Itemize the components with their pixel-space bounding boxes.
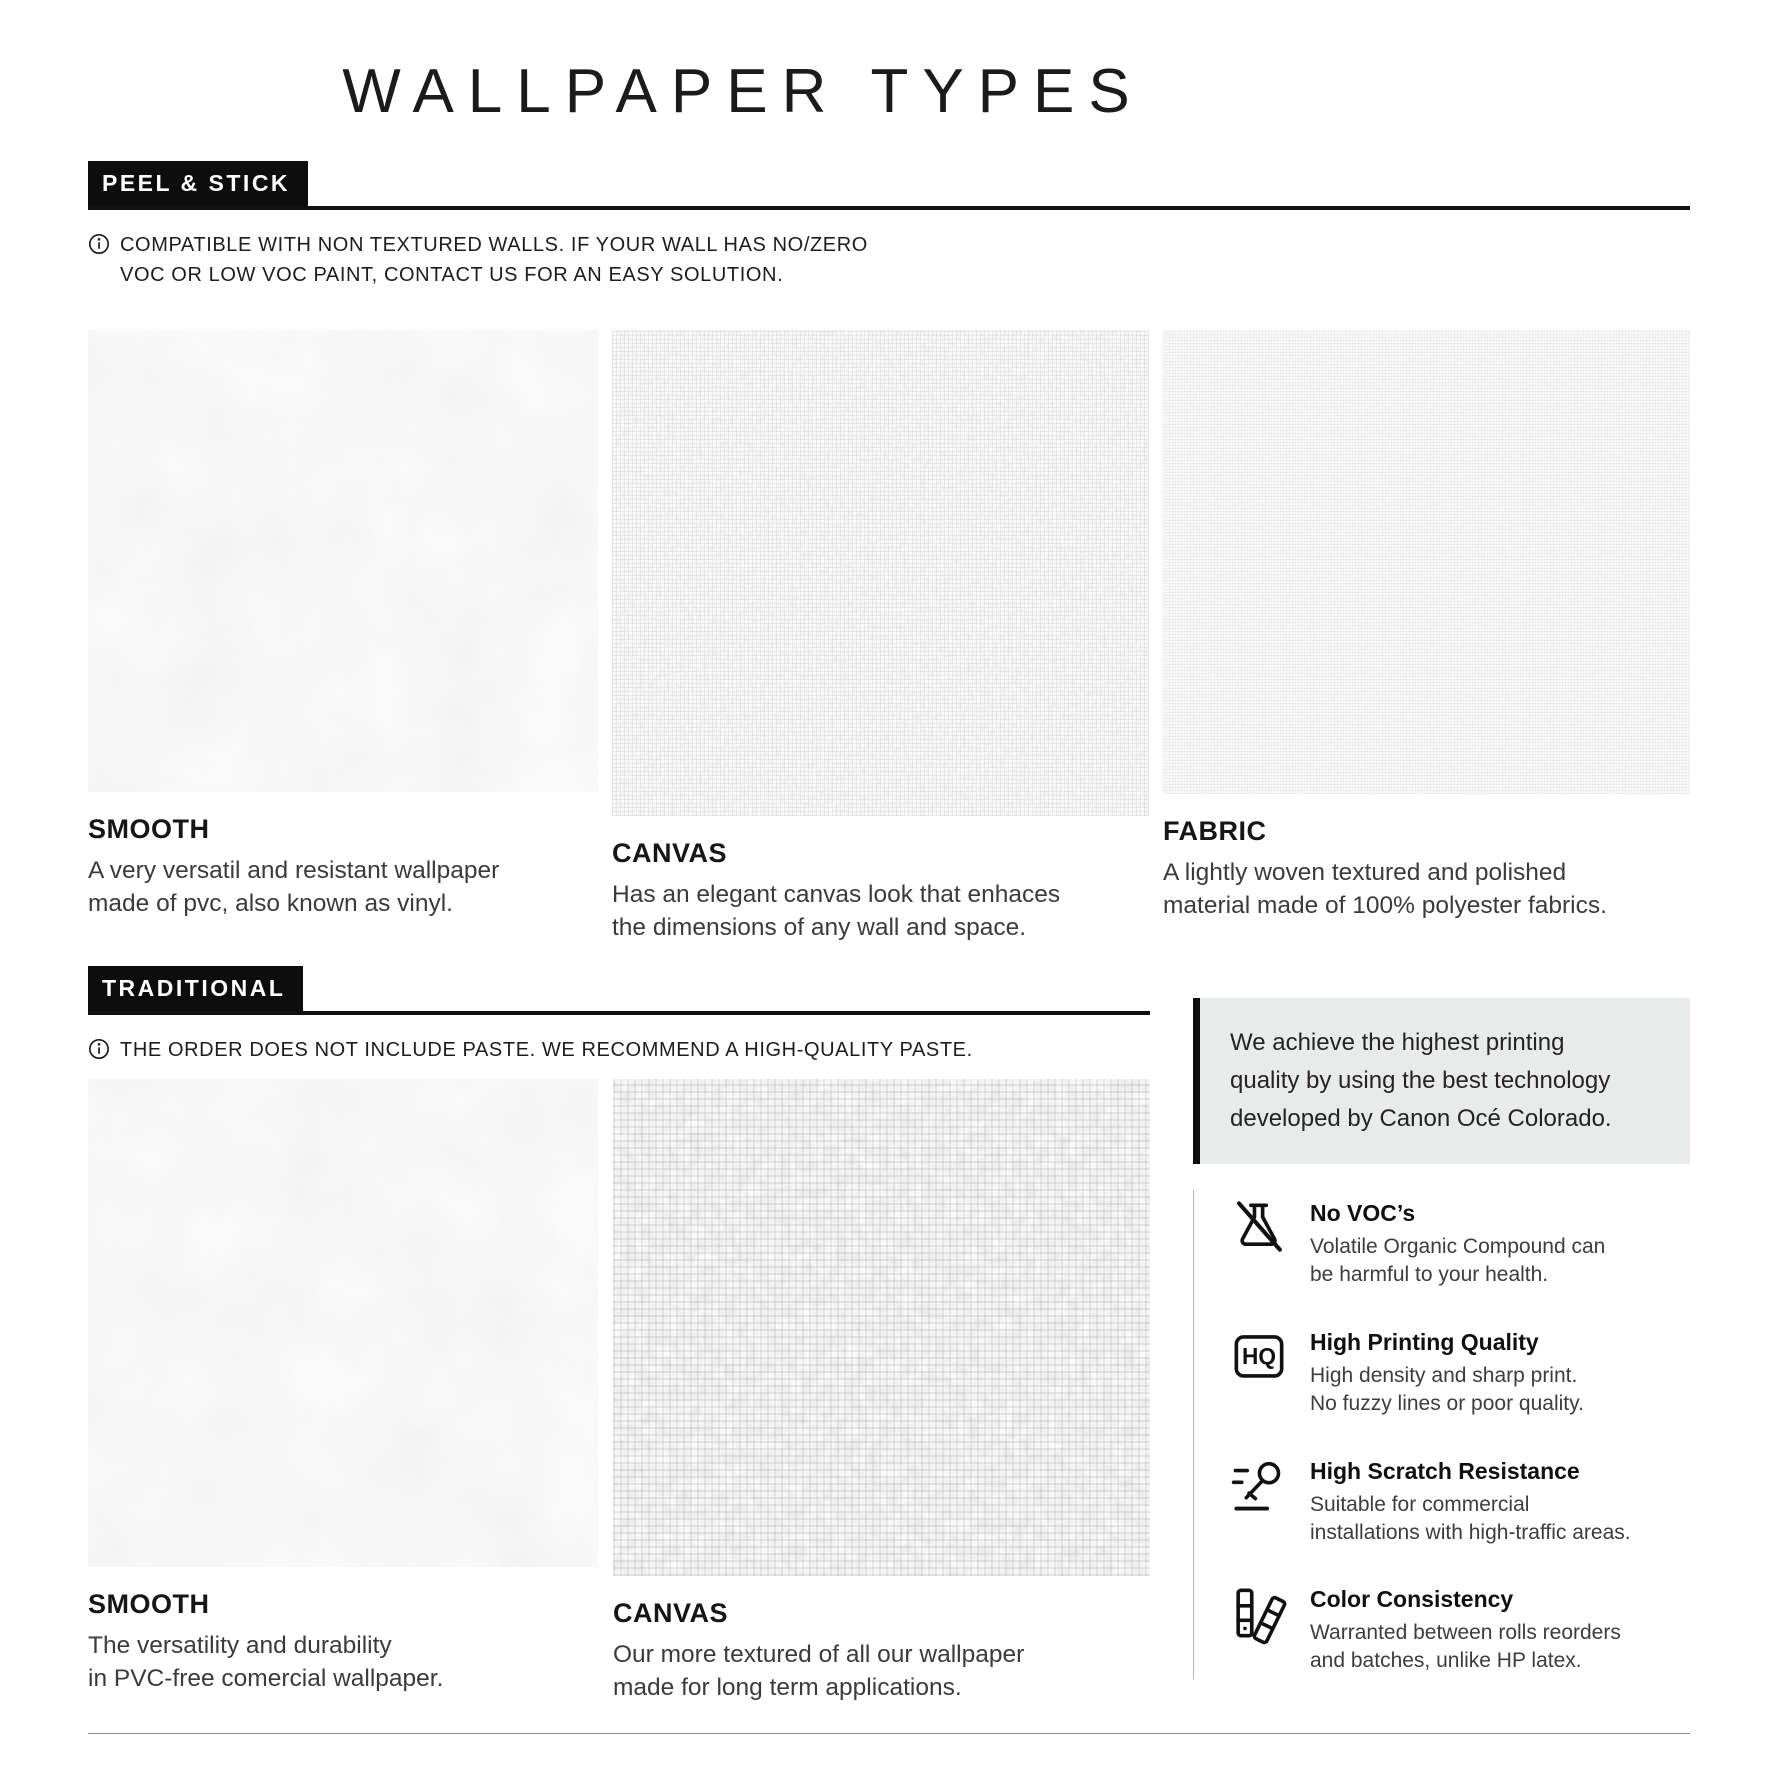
- feature-list: [1193, 1190, 1690, 1679]
- feature-title: No VOC’s: [1310, 1199, 1416, 1226]
- card-title: SMOOTH: [88, 813, 210, 844]
- note-text: COMPATIBLE WITH NON TEXTURED WALLS. IF YOUR WALL HAS NO/ZERO VOC OR LOW VOC PAINT, CONTACT US FOR AN EASY SOLUTION.: [120, 233, 868, 286]
- card-peel-smooth: [88, 330, 598, 921]
- printing-quality-quote: We achieve the highest printing quality by using the best technology developed by Canon Océ Colorado.: [1193, 998, 1690, 1164]
- feature-title: High Printing Quality: [1310, 1328, 1539, 1355]
- note-text: THE ORDER DOES NOT INCLUDE PASTE. WE RECOMMEND A HIGH-QUALITY PASTE.: [120, 1038, 973, 1061]
- color-swatch-fan-icon: [1230, 1584, 1288, 1642]
- card-title: FABRIC: [1163, 815, 1267, 846]
- feature-description: Volatile Organic Compound can be harmful to your health.: [1310, 1234, 1606, 1286]
- card-title: SMOOTH: [88, 1588, 210, 1619]
- peel-stick-note: [88, 230, 1690, 290]
- card-description: The versatility and durability in PVC-free comercial wallpaper.: [88, 1631, 444, 1693]
- card-title: CANVAS: [612, 837, 728, 868]
- traditional-note: [88, 1035, 1150, 1065]
- svg-text:HQ: HQ: [1242, 1342, 1276, 1369]
- texture-sample-fabric: [1163, 330, 1690, 794]
- page-title: WALLPAPER TYPES: [342, 57, 1144, 126]
- quality-sidebar: [1193, 966, 1690, 1679]
- texture-sample-canvas: [612, 330, 1149, 816]
- card-description: Has an elegant canvas look that enhaces the dimensions of any wall and space.: [612, 880, 1061, 941]
- card-traditional-smooth: [88, 1079, 598, 1696]
- feature-high-printing-quality: [1230, 1327, 1690, 1418]
- section-header-traditional: [88, 966, 1150, 1015]
- card-peel-canvas: [612, 330, 1149, 945]
- card-description: Our more textured of all our wallpaper made for long term applications.: [613, 1640, 1025, 1702]
- info-icon: [88, 1038, 110, 1065]
- feature-title: High Scratch Resistance: [1310, 1457, 1580, 1484]
- info-icon: [88, 233, 110, 260]
- feature-title: Color Consistency: [1310, 1586, 1514, 1613]
- bottom-divider: [88, 1733, 1690, 1734]
- card-title: CANVAS: [613, 1597, 729, 1628]
- feature-high-scratch-resistance: [1230, 1456, 1690, 1547]
- card-peel-fabric: [1163, 330, 1690, 923]
- card-traditional-canvas: [613, 1079, 1150, 1705]
- texture-sample-smooth: [88, 1079, 598, 1567]
- high-quality-icon: [1230, 1327, 1288, 1385]
- texture-sample-smooth: [88, 330, 598, 792]
- feature-description: High density and sharp print. No fuzzy lines or poor quality.: [1310, 1363, 1584, 1415]
- section-label-peel-stick: PEEL & STICK: [88, 161, 308, 206]
- card-description: A lightly woven textured and polished material made of 100% polyester fabrics.: [1163, 858, 1607, 919]
- feature-description: Warranted between rolls reorders and batches, unlike HP latex.: [1310, 1621, 1621, 1673]
- feature-description: Suitable for commercial installations with high-traffic areas.: [1310, 1492, 1631, 1544]
- key-scratch-icon: [1230, 1456, 1288, 1514]
- feature-color-consistency: [1230, 1584, 1690, 1675]
- feature-no-voc: [1230, 1198, 1690, 1289]
- texture-sample-canvas-coarse: [613, 1079, 1150, 1576]
- card-description: A very versatil and resistant wallpaper made of pvc, also known as vinyl.: [88, 856, 500, 917]
- section-label-traditional: TRADITIONAL: [88, 966, 303, 1011]
- no-voc-icon: [1230, 1198, 1288, 1256]
- section-header-peel-stick: [88, 161, 1690, 210]
